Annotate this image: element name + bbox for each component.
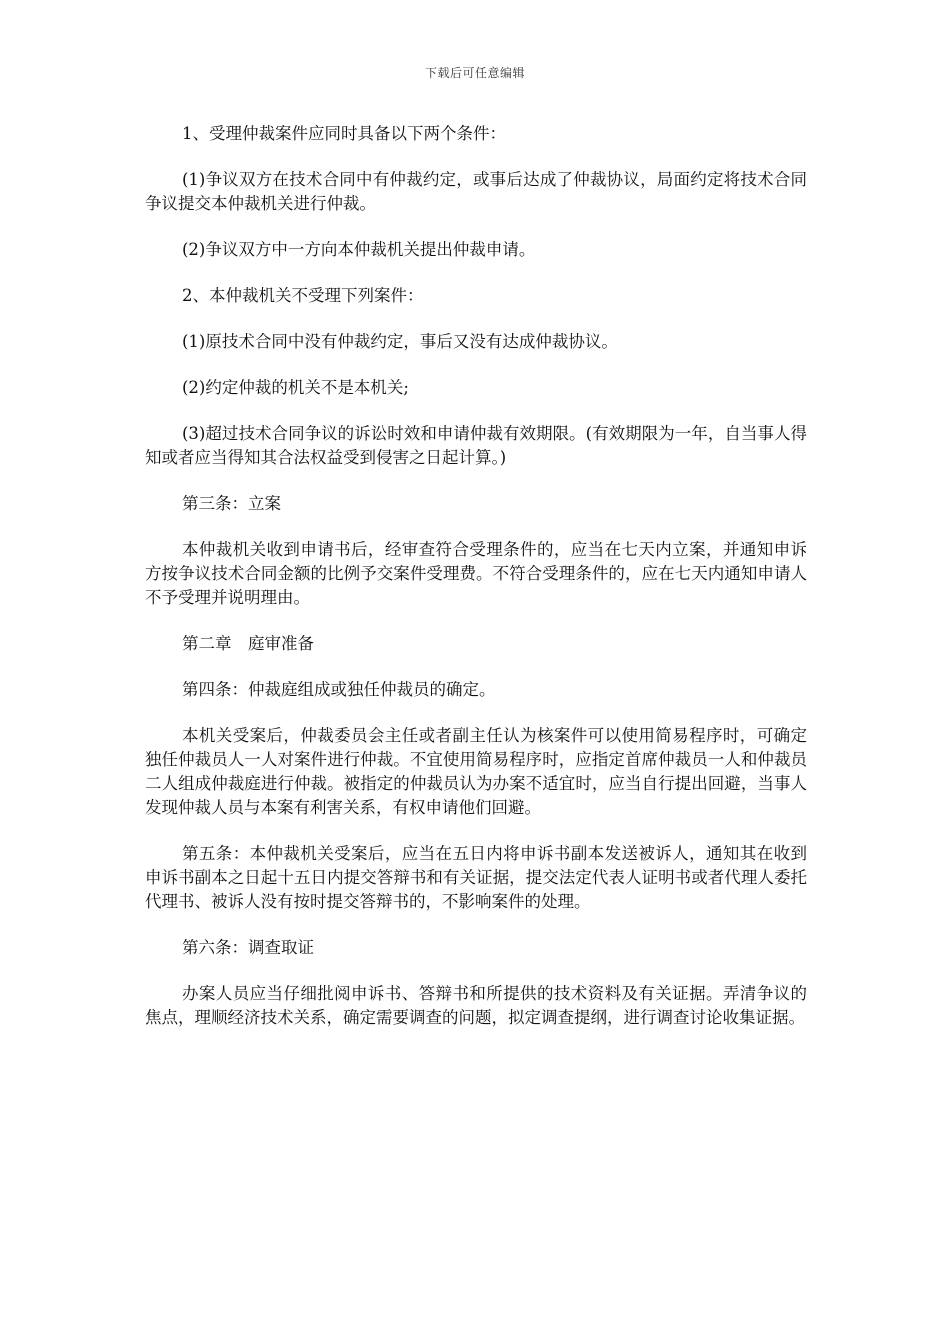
article-5-body: 第五条：本仲裁机关受案后，应当在五日内将申诉书副本发送被诉人，通知其在收到申诉书副本之日起十五日内提交答辩书和有关证据，提交法定代表人证明书或者代理人委托代理书、被诉人没有按时提交答辩书的，不影响案件的处理。 <box>145 844 807 911</box>
article-3-body: 本仲裁机关收到申请书后，经审查符合受理条件的，应当在七天内立案，并通知申诉方按争议技术合同金额的比例予交案件受理费。不符合受理条件的，应在七天内通知申请人不予受理并说明理由。 <box>145 540 807 607</box>
paragraph-condition-2-1: (1)原技术合同中没有仲裁约定，事后又没有达成仲裁协议。 <box>182 332 618 351</box>
article-3-heading: 第三条：立案 <box>182 494 281 513</box>
article-6-heading: 第六条：调查取证 <box>182 938 314 957</box>
paragraph-condition-2-3: (3)超过技术合同争议的诉讼时效和申请仲裁有效期限。(有效期限为一年，自当事人得知或者应当得知其合法权益受到侵害之日起计算。) <box>145 424 807 467</box>
document-body <box>145 122 807 1052</box>
chapter-2-heading: 第二章 庭审准备 <box>182 634 314 653</box>
article-4-body: 本机关受案后，仲裁委员会主任或者副主任认为核案件可以使用简易程序时，可确定独任仲裁员人一人对案件进行仲裁。不宜使用简易程序时，应指定首席仲裁员一人和仲裁员二人组成仲裁庭进行仲裁。被指定的仲裁员认为办案不适宜时，应当自行提出回避，当事人发现仲裁人员与本案有利害关系，有权申请他们回避。 <box>145 726 807 817</box>
paragraph-condition-1-1: (1)争议双方在技术合同中有仲裁约定，或事后达成了仲裁协议，局面约定将技术合同争议提交本仲裁机关进行仲裁。 <box>145 170 807 213</box>
paragraph-condition-1-2: (2)争议双方中一方向本仲裁机关提出仲裁申请。 <box>182 240 536 259</box>
article-6-body: 办案人员应当仔细批阅申诉书、答辩书和所提供的技术资料及有关证据。弄清争议的焦点，理顺经济技术关系，确定需要调查的问题，拟定调查提纲，进行调查讨论收集证据。 <box>145 984 807 1027</box>
paragraph-condition-1: 1、受理仲裁案件应同时具备以下两个条件： <box>182 124 506 143</box>
paragraph-condition-2-2: (2)约定仲裁的机关不是本机关; <box>182 378 409 397</box>
page-header: 下载后可任意编辑 <box>424 66 525 80</box>
paragraph-condition-2: 2、本仲裁机关不受理下列案件： <box>182 286 424 305</box>
article-4-heading: 第四条：仲裁庭组成或独任仲裁员的确定。 <box>182 680 496 699</box>
